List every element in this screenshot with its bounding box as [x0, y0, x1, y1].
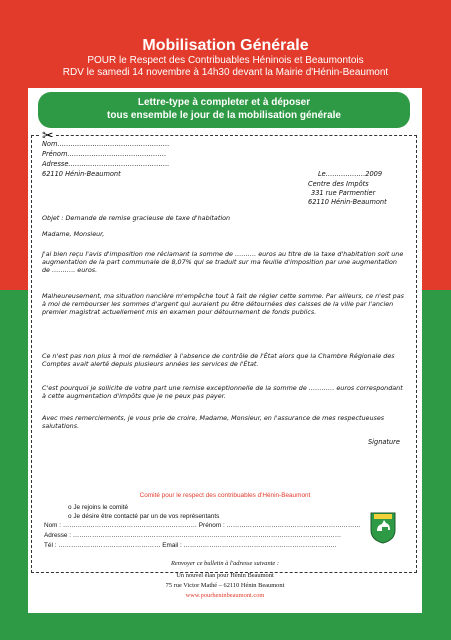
sender-nom-field: Nom…………………………………………… [42, 140, 170, 148]
recipient-street: 331 rue Parmentier [311, 189, 376, 197]
scissors-icon: ✂ [42, 127, 54, 143]
form-tel-email-line[interactable]: Tél : ………………………………………… Email : ……………………………………………………………… [44, 542, 337, 549]
return-organisation: Un nouvel élan pour Hénin Beaumont [176, 572, 274, 579]
letter-paragraph-5: Avec mes remerciements, je vous prie de croire, Madame, Monsieur, en l'assurance de mes respectueuses salutations. [42, 414, 385, 431]
page-title: Mobilisation Générale [142, 37, 309, 54]
header-rdv: RDV le samedi 14 novembre à 14h30 devant la Mairie d'Hénin-Beaumont [62, 67, 389, 78]
instruction-banner [38, 92, 410, 128]
option-be-contacted[interactable]: o Je désire être contacté par un de vos représentants [68, 513, 220, 520]
coat-of-arms-icon [370, 512, 396, 544]
letter-signature: Signature [368, 438, 400, 446]
return-instruction: Renvoyer ce bulletin à l'adresse suivante : [171, 560, 279, 567]
letter-paragraph-4: C'est pourquoi je sollicite de votre part une remise exceptionnelle de la somme de ………… euros correspondant à cette augmentation d'impôts que je ne peux pas payer. [42, 384, 403, 401]
letter-paragraph-2: Malheureusement, ma situation nancière m'empêche tout à fait de régler cette somme. Par ailleurs, ce n'est pas à moi de rembourser les sommes d'argent qui auraient pu être détournées des caisses de la ville par l'ancien premier magistrat actuellement mis en examen pour détournement de fonds publics. [42, 292, 404, 317]
sender-adresse-field: Adresse………………………………………. [42, 160, 170, 168]
header-subtitle: POUR le Respect des Contribuables Héninois et Beaumontois [87, 55, 364, 66]
letter-date: Le………………2009 [318, 170, 383, 178]
sender-city: 62110 Hénin-Beaumont [42, 170, 121, 178]
banner-line-2: tous ensemble le jour de la mobilisation générale [107, 110, 341, 121]
form-adresse-line[interactable]: Adresse : ……………………………………………………………………………………………………………… [44, 532, 342, 539]
website-link[interactable]: www.pourheninbeaumont.com [185, 592, 265, 599]
recipient-city: 62110 Hénin-Beaumont [308, 198, 387, 206]
sender-prenom-field: Prénom……………………………………… [42, 150, 167, 158]
return-address: 75 rue Victor Mathé – 62110 Hénin Beaumont [165, 582, 285, 589]
letter-paragraph-1: J'ai bien reçu l'avis d'imposition me réclamant la somme de ………. euros au titre de la taxe d'habitation soit une augmentation de la part communale de 8,07% qui se traduit sur ma feuille d'imposition par une augmentation de ……….. euros. [42, 250, 404, 275]
form-nom-prenom-line[interactable]: Nom : ……………………………………………………… Prénom : ……………………………………………………… [44, 522, 361, 529]
letter-paragraph-3: Ce n'est pas non plus à moi de remédier à l'absence de contrôle de l'État alors que la Chambre Régionale des Comptes avait alerté depuis plusieurs années les services de l'État. [42, 352, 395, 369]
letter-objet: Objet : Demande de remise gracieuse de taxe d'habitation [42, 214, 231, 222]
page-header [0, 36, 451, 79]
banner-line-1: Lettre-type à completer et à déposer [137, 97, 311, 108]
recipient-org: Centre des Impôts [308, 180, 369, 188]
letter-greeting: Madame, Monsieur, [42, 230, 105, 238]
option-join-committee[interactable]: o Je rejoins le comité [68, 504, 129, 511]
committee-heading: Comité pour le respect des contribuables d'Hénin-Beaumont [139, 492, 311, 499]
letter-sheet [28, 88, 422, 613]
